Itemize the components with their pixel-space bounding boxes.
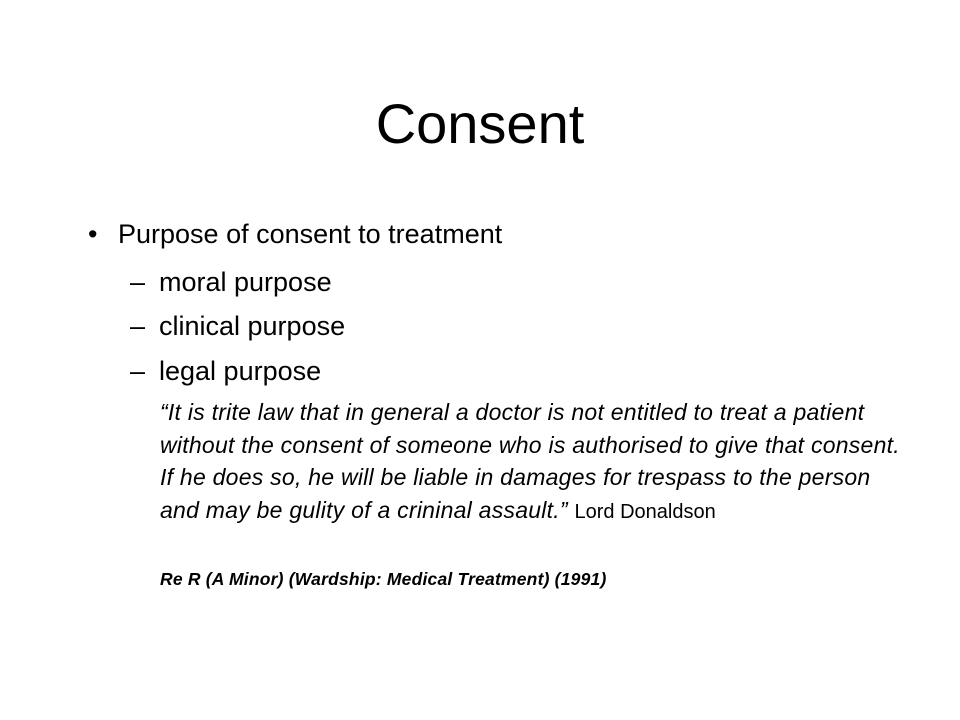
sub-item-legal (130, 353, 321, 389)
case-citation: Re R (A Minor) (Wardship: Medical Treatment) (1991) (160, 569, 607, 589)
slide-title: Consent (375, 92, 585, 155)
sub-item-marker: – (130, 356, 146, 386)
bullet-marker: • (88, 219, 98, 249)
legal-quote (160, 396, 900, 528)
quote-text: “It is trite law that in general a doctor is not entitled to treat a patient without the consent of someone who is authorised to give that consent. If he does so, he will be liable in damages for trespass to the person and may be gulity of a crininal assault.” (160, 399, 900, 523)
sub-item-marker: – (130, 311, 146, 341)
sub-item-text: legal purpose (159, 356, 322, 386)
sub-item-marker: – (130, 267, 146, 297)
sub-item-moral (130, 264, 332, 300)
sub-item-clinical (130, 308, 345, 344)
sub-item-text: moral purpose (159, 267, 332, 297)
sub-item-text: clinical purpose (159, 311, 346, 341)
quote-author: Lord Donaldson (574, 500, 716, 523)
bullet-item (88, 216, 502, 252)
bullet-text: Purpose of consent to treatment (118, 219, 503, 249)
